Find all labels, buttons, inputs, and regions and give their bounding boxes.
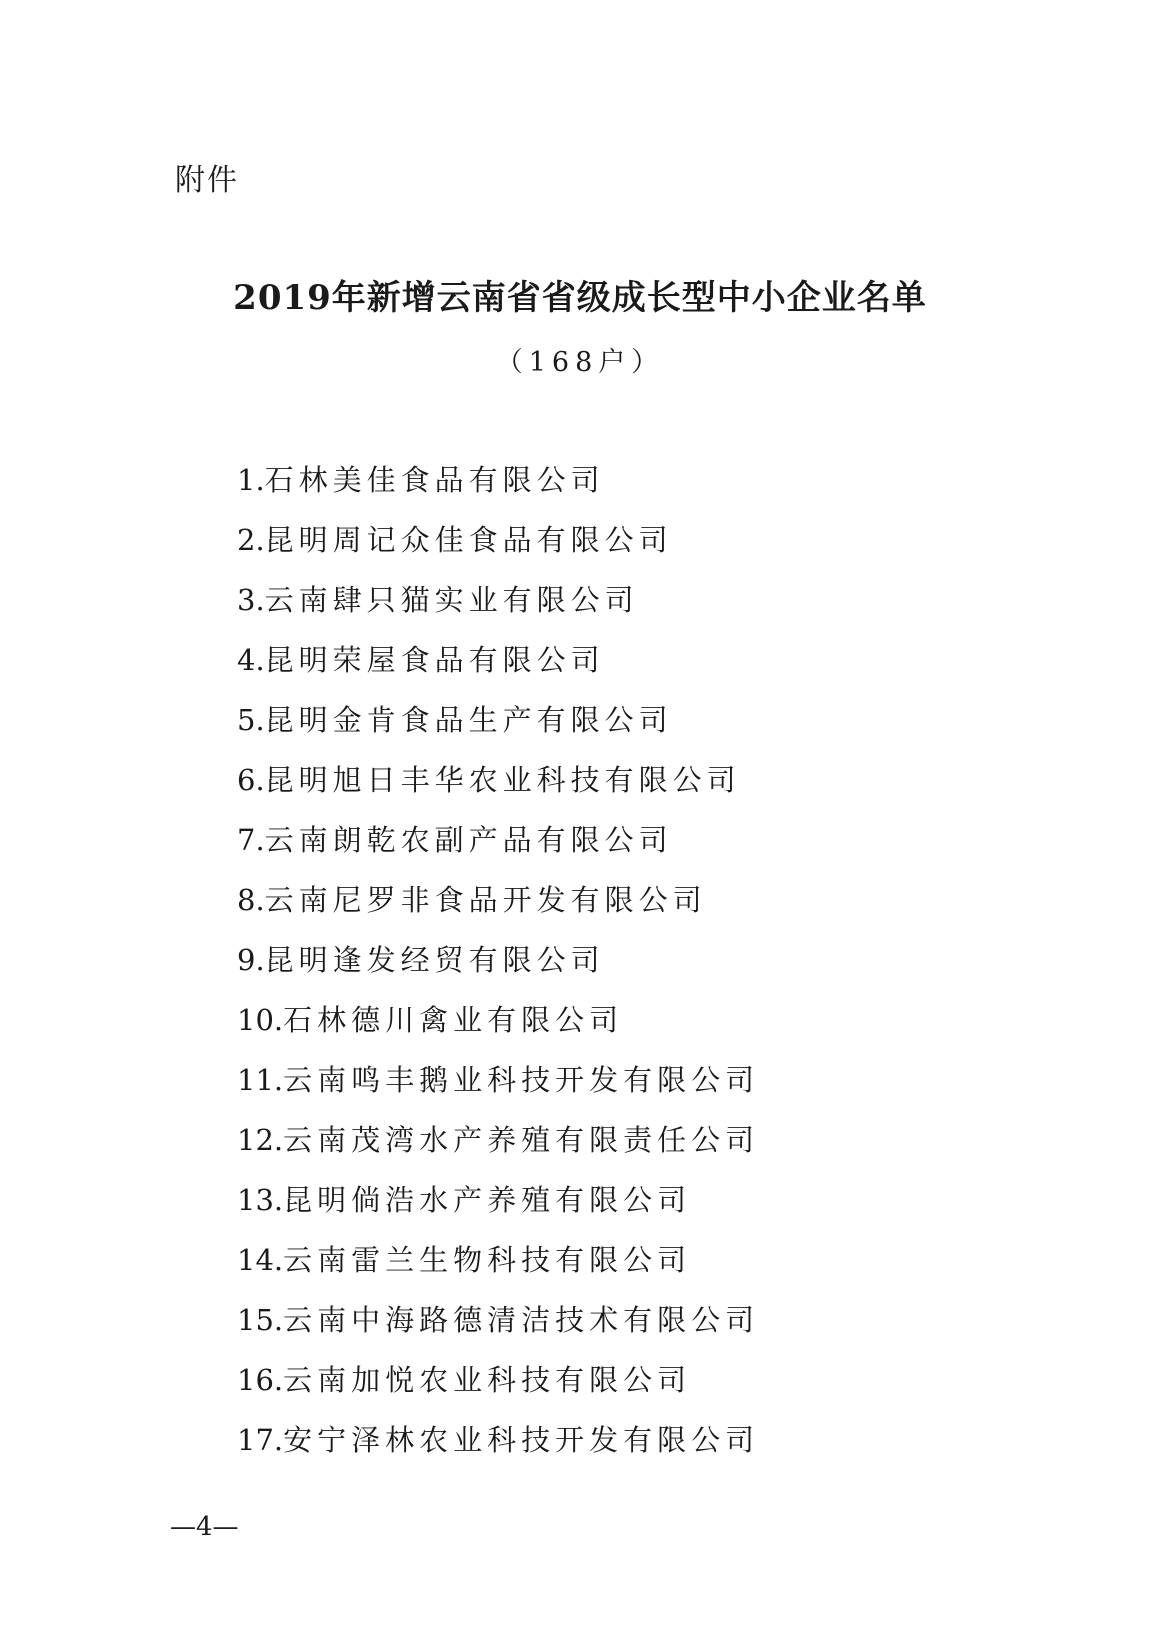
company-name: 云南中海路德清洁技术有限公司	[283, 1303, 760, 1337]
item-number: 17.	[237, 1423, 284, 1457]
company-name: 石林美佳食品有限公司	[264, 463, 605, 497]
item-number: 12.	[237, 1123, 284, 1157]
company-name: 云南加悦农业科技有限公司	[283, 1363, 692, 1397]
document-subtitle: （168户）	[495, 347, 665, 378]
company-name: 昆明金肯食品生产有限公司	[264, 703, 673, 737]
company-name: 云南茂湾水产养殖有限责任公司	[283, 1123, 760, 1157]
list-item	[237, 1050, 759, 1110]
company-name: 昆明荣屋食品有限公司	[264, 643, 605, 677]
item-number: 9.	[237, 943, 265, 977]
company-list	[237, 450, 759, 1470]
list-item	[237, 450, 759, 510]
document-title: 2019年新增云南省省级成长型中小企业名单	[233, 278, 927, 318]
page-number: —4—	[170, 1512, 239, 1542]
list-item	[237, 1170, 759, 1230]
item-number: 11.	[237, 1063, 284, 1097]
item-number: 10.	[237, 1003, 284, 1037]
item-number: 8.	[237, 883, 265, 917]
list-item	[237, 570, 759, 630]
company-name: 安宁泽林农业科技开发有限公司	[283, 1423, 760, 1457]
attachment-label: 附件	[175, 163, 239, 198]
item-number: 4.	[237, 643, 265, 677]
list-item	[237, 870, 759, 930]
item-number: 13.	[237, 1183, 284, 1217]
list-item	[237, 930, 759, 990]
list-item	[237, 1230, 759, 1290]
item-number: 6.	[237, 763, 265, 797]
list-item	[237, 990, 759, 1050]
company-name: 云南朗乾农副产品有限公司	[264, 823, 673, 857]
item-number: 5.	[237, 703, 265, 737]
item-number: 1.	[237, 463, 265, 497]
item-number: 14.	[237, 1243, 284, 1277]
company-name: 昆明旭日丰华农业科技有限公司	[264, 763, 741, 797]
list-item	[237, 750, 759, 810]
list-item	[237, 810, 759, 870]
company-name: 云南尼罗非食品开发有限公司	[264, 883, 707, 917]
item-number: 15.	[237, 1303, 284, 1337]
list-item	[237, 1290, 759, 1350]
item-number: 7.	[237, 823, 265, 857]
list-item	[237, 1410, 759, 1470]
item-number: 3.	[237, 583, 265, 617]
company-name: 云南肆只猫实业有限公司	[264, 583, 639, 617]
list-item	[237, 630, 759, 690]
item-number: 16.	[237, 1363, 284, 1397]
list-item	[237, 1350, 759, 1410]
company-name: 云南雷兰生物科技有限公司	[283, 1243, 692, 1277]
company-name: 昆明周记众佳食品有限公司	[264, 523, 673, 557]
list-item	[237, 1110, 759, 1170]
company-name: 昆明倘浩水产养殖有限公司	[283, 1183, 692, 1217]
list-item	[237, 510, 759, 570]
company-name: 昆明逢发经贸有限公司	[264, 943, 605, 977]
company-name: 石林德川禽业有限公司	[283, 1003, 624, 1037]
company-name: 云南鸣丰鹅业科技开发有限公司	[283, 1063, 760, 1097]
list-item	[237, 690, 759, 750]
item-number: 2.	[237, 523, 265, 557]
